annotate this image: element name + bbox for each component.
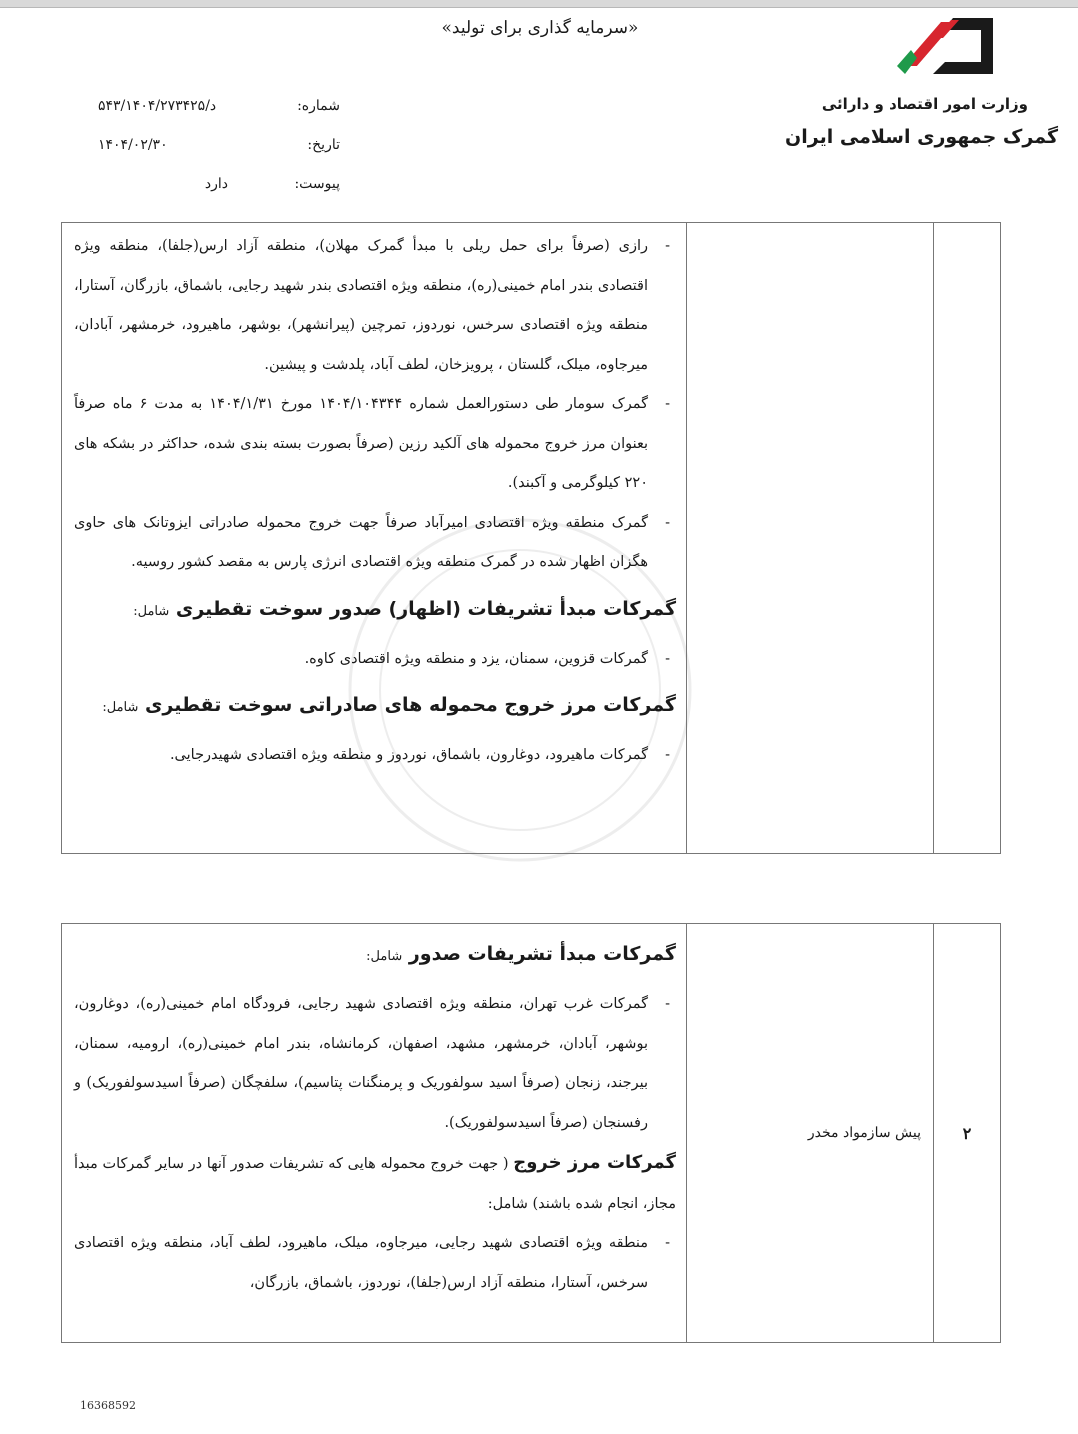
section-heading-rest: ( جهت خروج محموله هایی که تشریفات صدور آنها در سایر گمرکات مبدأ مجاز، انجام شده باشند) شامل: <box>74 1156 676 1212</box>
content-cell <box>62 223 687 854</box>
ministry-name: وزارت امور اقتصاد و دارائی <box>821 95 1028 113</box>
section-heading-text: گمرکات مرز خروج محموله های صادراتی سوخت تقطیری <box>145 694 676 716</box>
list-item: - منطقه ویژه اقتصادی شهید رجایی، میرجاوه، میلک، ماهیرود، لطف آباد، منطقه ویژه اقتصادی سرخس، آستارا، منطقه آزاد ارس(جلفا)، نوردوز، باشماق، بازرگان، <box>74 1224 676 1303</box>
meta-number-row <box>90 86 340 125</box>
meta-attachment-label: پیوست: <box>294 175 340 192</box>
row-number-cell <box>934 223 1001 854</box>
meta-number-value: ۵۴۳/۱۴۰۴/۲۷۳۴۲۵/د <box>98 97 217 114</box>
slogan: «سرمایه گذاری برای تولید» <box>441 18 639 38</box>
list-item: - گمرکات غرب تهران، منطقه ویژه اقتصادی شهید رجایی، فرودگاه امام خمینی(ره)، دوغارون، بوشهر، آبادان، خرمشهر، مشهد، اصفهان، کرمانشاه، بندر امام خمینی(ره)، ارومیه، سمنان، بیرجند، زنجان (صرفاً اسید سولفوریک و پرمنگنات پتاسیم)، سلفچگان (صرفاً اسیدسولفوریک) و رفسنجان (صرفاً اسیدسولفوریک). <box>74 985 676 1143</box>
meta-date-row <box>90 125 340 164</box>
list-item: - رازی (صرفاً برای حمل ریلی با مبدأ گمرک مهلان)، منطقه آزاد ارس(جلفا)، منطقه ویژه اقتصادی بندر امام خمینی(ره)، منطقه ویژه اقتصادی بندر شهید رجایی، باشماق، بازرگان، آستارا، منطقه ویژه اقتصادی سرخس، نوردوز، تمرچین (پیرانشهر)، بوشهر، ماهیرود، خرمشهر، آبادان، میرجاوه، میلک، گلستان ، پرویزخان، لطف آباد، پلدشت و پیشین. <box>74 227 676 385</box>
organization-name: گمرک جمهوری اسلامی ایران <box>785 126 1058 148</box>
meta-attachment-row <box>90 164 340 203</box>
section-heading-text: گمرکات مرز خروج <box>513 1152 676 1173</box>
content-cell <box>62 924 687 1343</box>
row-number-cell: ۲ <box>934 924 1001 1343</box>
top-window-edge <box>0 0 1078 8</box>
list-item: - گمرک سومار طی دستورالعمل شماره ۱۴۰۴/۱۰۴۳۴۴ مورخ ۱۴۰۴/۱/۳۱ به مدت ۶ ماه صرفاً بعنوان مرز خروج محموله های آلکید رزین (صرفاً بصورت بسته بندی شده، حداکثر در بشکه های ۲۲۰ کیلوگرمی و آکبند). <box>74 385 676 504</box>
section-heading <box>74 683 676 730</box>
section-heading <box>74 587 676 634</box>
section-heading-paragraph <box>74 1143 676 1224</box>
document-code: 16368592 <box>80 1399 136 1412</box>
list-item: - گمرکات قزوین، سمنان، یزد و منطقه ویژه اقتصادی کاوه. <box>74 640 676 680</box>
section-heading-suffix: شامل: <box>133 603 170 619</box>
meta-date-value: ۱۴۰۴/۰۲/۳۰ <box>98 136 168 153</box>
customs-logo-icon <box>893 8 1001 80</box>
section-heading-text: گمرکات مبدأ تشریفات صدور <box>408 943 676 965</box>
section-heading-suffix: شامل: <box>366 949 403 964</box>
regulation-table-part-2 <box>61 923 1001 1343</box>
item-name-cell <box>687 223 934 854</box>
list-item: - گمرک منطقه ویژه اقتصادی امیرآباد صرفاً جهت خروج محموله صادراتی ایزوتانک های حاوی هگزان اظهار شده در گمرک منطقه ویژه اقتصادی انرژی پارس به مقصد کشور روسیه. <box>74 504 676 583</box>
section-heading <box>74 932 676 979</box>
meta-number-label: شماره: <box>297 97 340 114</box>
section-heading-text: گمرکات مبدأ تشریفات (اظهار) صدور سوخت تقطیری <box>175 597 676 620</box>
meta-attachment-value: دارد <box>204 175 228 192</box>
list-item: - گمرکات ماهیرود، دوغارون، باشماق، نوردوز و منطقه ویژه اقتصادی شهیدرجایی. <box>74 736 676 776</box>
section-heading-suffix: شامل: <box>102 700 139 715</box>
letter-meta <box>90 86 340 203</box>
regulation-table-part-1 <box>61 222 1001 854</box>
meta-date-label: تاریخ: <box>307 136 340 153</box>
item-name-cell: پیش سازمواد مخدر <box>687 924 934 1343</box>
